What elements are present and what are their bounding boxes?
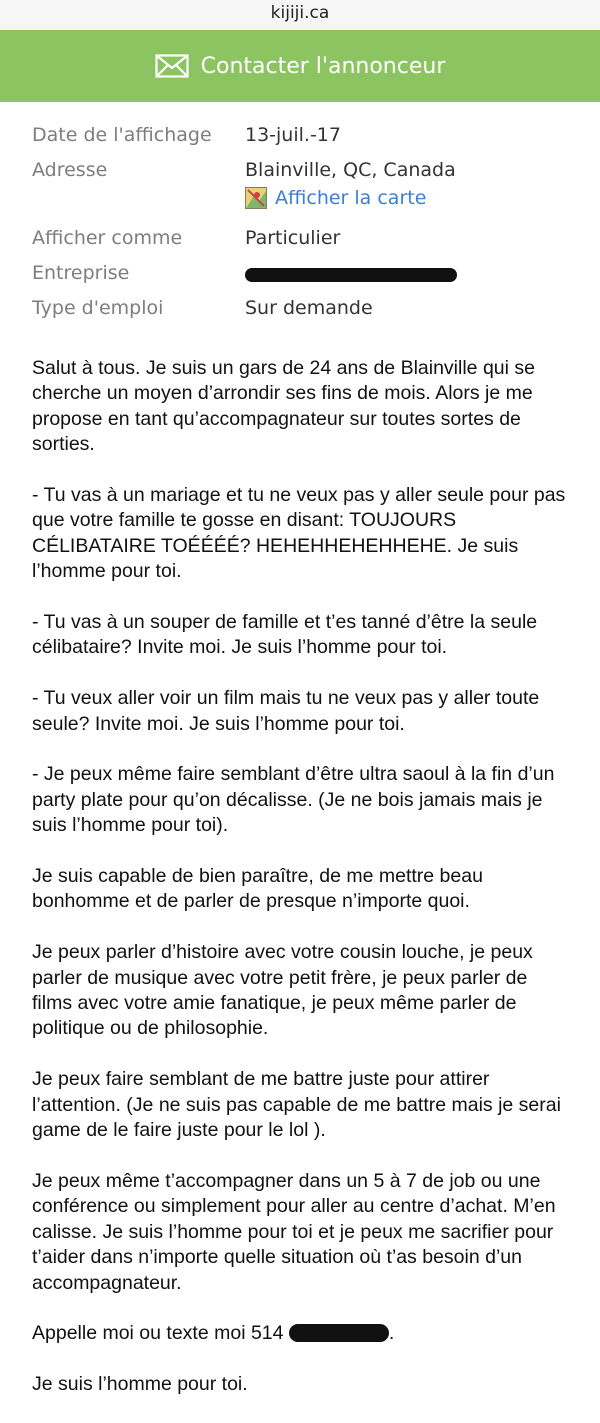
- company-redacted: [245, 268, 457, 282]
- description-paragraph: Je peux même t’accompagner dans un 5 à 7 de job ou une conférence ou simplement pour aller au centre d’achat. M’en calisse. Je suis l’homme pour toi et je peux me sacrifier pour t’aider dans n’importe quelle situation où t’as besoin d’un accompagnateur.: [32, 1169, 556, 1294]
- show-as-label: Afficher comme: [32, 227, 183, 249]
- description-paragraph: - Tu veux aller voir un film mais tu ne veux pas y aller toute seule? Invite moi. Je suis l’homme pour toi.: [32, 687, 540, 735]
- detail-row-address: [32, 159, 572, 227]
- phone-prefix: Appelle moi ou texte moi 514: [32, 1322, 284, 1345]
- description-paragraph: Je peux parler d’histoire avec votre cousin louche, je peux parler de musique avec votre petit frère, je peux parler de films avec votre amie fanatique, je peux même parler de politique ou de philosophie.: [32, 941, 533, 1040]
- description-paragraph: - Je peux même faire semblant d’être ultra saoul à la fin d’un party plate pour qu’on décalisse. (Je ne bois jamais mais je suis l’homme pour toi).: [32, 763, 555, 837]
- description-paragraph: - Tu vas à un mariage et tu ne veux pas y aller seule pour pas que votre famille te gosse en disant: TOUJOURS CÉLIBATAIRE TOÉÉÉÉ? HEHEHHEHEHHEHE. Je suis l’homme pour toi.: [32, 484, 566, 583]
- detail-row-posted: [32, 124, 572, 159]
- address-label: Adresse: [32, 159, 108, 181]
- listing-details: [32, 124, 572, 332]
- phone-suffix: .: [388, 1322, 395, 1345]
- job-type-label: Type d'emploi: [32, 297, 164, 319]
- closing-line: Je suis l’homme pour toi.: [32, 1373, 248, 1396]
- contact-label: Contacter l'annonceur: [200, 53, 446, 79]
- envelope-icon: [155, 54, 189, 78]
- address-block: [245, 159, 456, 227]
- posted-value: 13-juil.-17: [245, 124, 341, 146]
- detail-row-job-type: [32, 297, 572, 332]
- description-paragraph: Salut à tous. Je suis un gars de 24 ans de Blainville qui se cherche un moyen d’arrondir ses fins de mois. Alors je me propose en tant qu’accompagnateur sur toutes sortes de sorties.: [32, 357, 535, 456]
- contact-advertiser-button[interactable]: [0, 30, 600, 102]
- show-map-link[interactable]: [245, 187, 456, 209]
- show-map-label: Afficher la carte: [275, 187, 427, 209]
- address-value: Blainville, QC, Canada: [245, 159, 456, 181]
- posted-label: Date de l'affichage: [32, 124, 212, 146]
- browser-url-bar[interactable]: [0, 0, 600, 30]
- description-paragraph: - Tu vas à un souper de famille et t’es tanné d’être la seule célibataire? Invite moi. Je suis l’homme pour toi.: [32, 611, 538, 659]
- description-paragraph: Je suis capable de bien paraître, de me mettre beau bonhomme et de parler de presque n’importe quoi.: [32, 865, 483, 913]
- domain-text: kijiji.ca: [270, 3, 330, 23]
- detail-row-show-as: [32, 227, 572, 262]
- phone-redacted: [289, 1324, 389, 1342]
- phone-line: [32, 1321, 572, 1346]
- description-paragraph: Je peux faire semblant de me battre juste pour attirer l’attention. (Je ne suis pas capable de me battre mais je serai game de le faire juste pour le lol ).: [32, 1068, 561, 1142]
- show-as-value: Particulier: [245, 227, 341, 249]
- job-type-value: Sur demande: [245, 297, 373, 319]
- map-icon: [245, 187, 267, 209]
- detail-row-company: [32, 262, 572, 297]
- company-label: Entreprise: [32, 262, 130, 284]
- listing-description: [32, 356, 572, 1423]
